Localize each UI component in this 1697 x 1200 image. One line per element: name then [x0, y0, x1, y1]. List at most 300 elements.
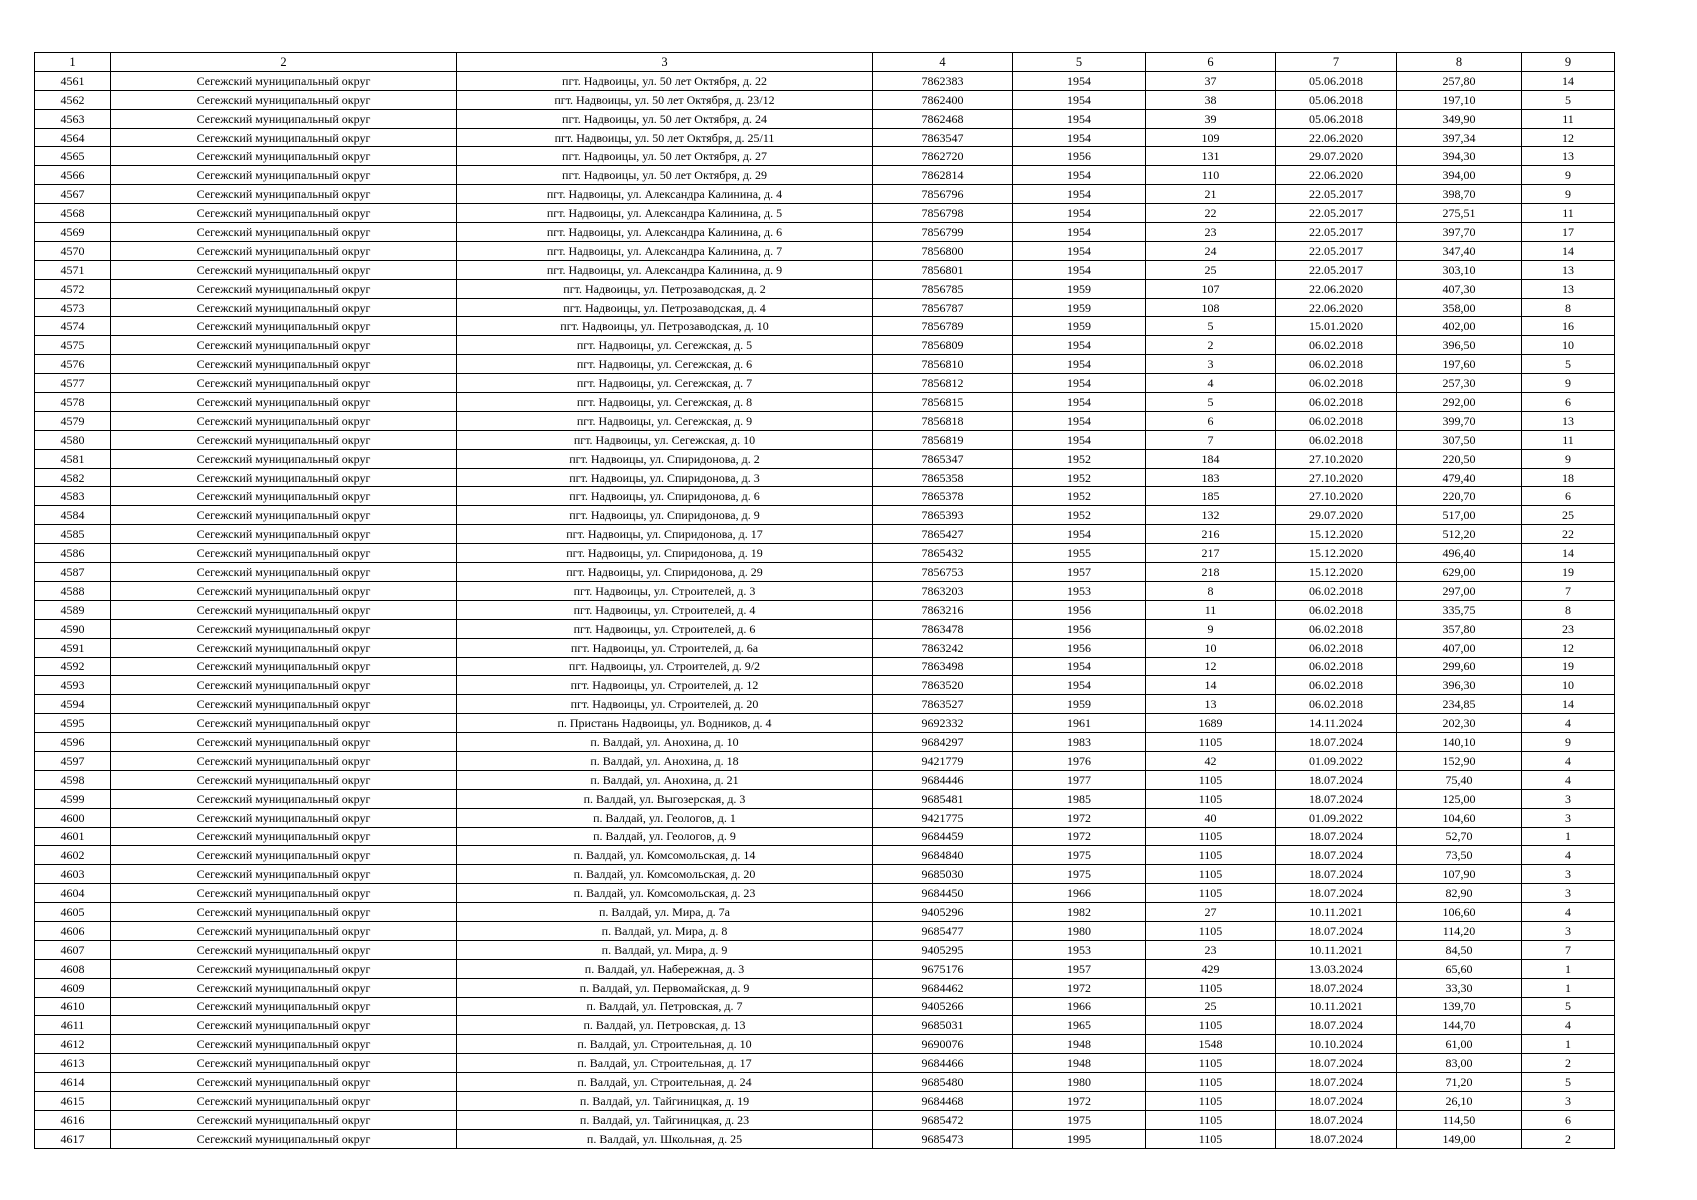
year-cell: 1954	[1013, 260, 1146, 279]
row-number-cell: 4581	[35, 449, 111, 468]
municipality-cell: Сегежский муниципальный округ	[111, 1129, 457, 1148]
date-cell: 22.05.2017	[1276, 260, 1397, 279]
municipality-cell: Сегежский муниципальный округ	[111, 298, 457, 317]
date-cell: 06.02.2018	[1276, 393, 1397, 412]
address-cell: п. Валдай, ул. Геологов, д. 9	[457, 827, 873, 846]
code-cell: 7862720	[873, 147, 1013, 166]
count-cell: 5	[1522, 1073, 1615, 1092]
doc-number-cell: 13	[1146, 695, 1276, 714]
table-row	[35, 109, 1615, 128]
count-cell: 6	[1522, 487, 1615, 506]
row-number-cell: 4567	[35, 185, 111, 204]
area-cell: 512,20	[1397, 525, 1522, 544]
address-cell: п. Валдай, ул. Анохина, д. 18	[457, 751, 873, 770]
year-cell: 1957	[1013, 563, 1146, 582]
table-row	[35, 808, 1615, 827]
code-cell: 9685480	[873, 1073, 1013, 1092]
municipality-cell: Сегежский муниципальный округ	[111, 827, 457, 846]
count-cell: 22	[1522, 525, 1615, 544]
table-row	[35, 1129, 1615, 1148]
area-cell: 397,34	[1397, 128, 1522, 147]
address-cell: пгт. Надвоицы, ул. Строителей, д. 6а	[457, 638, 873, 657]
doc-number-cell: 7	[1146, 430, 1276, 449]
table-row	[35, 487, 1615, 506]
address-cell: пгт. Надвоицы, ул. Петрозаводская, д. 4	[457, 298, 873, 317]
area-cell: 234,85	[1397, 695, 1522, 714]
address-cell: пгт. Надвоицы, ул. Сегежская, д. 10	[457, 430, 873, 449]
doc-number-cell: 37	[1146, 71, 1276, 90]
row-number-cell: 4613	[35, 1054, 111, 1073]
code-cell: 7865358	[873, 468, 1013, 487]
row-number-cell: 4603	[35, 865, 111, 884]
municipality-cell: Сегежский муниципальный округ	[111, 241, 457, 260]
table-body	[35, 71, 1615, 1148]
date-cell: 18.07.2024	[1276, 1129, 1397, 1148]
table-row	[35, 827, 1615, 846]
area-cell: 71,20	[1397, 1073, 1522, 1092]
year-cell: 1959	[1013, 298, 1146, 317]
municipality-cell: Сегежский муниципальный округ	[111, 903, 457, 922]
area-cell: 197,60	[1397, 355, 1522, 374]
year-cell: 1953	[1013, 581, 1146, 600]
doc-number-cell: 1105	[1146, 789, 1276, 808]
code-cell: 9684462	[873, 978, 1013, 997]
doc-number-cell: 218	[1146, 563, 1276, 582]
date-cell: 06.02.2018	[1276, 695, 1397, 714]
count-cell: 9	[1522, 185, 1615, 204]
doc-number-cell: 42	[1146, 751, 1276, 770]
date-cell: 06.02.2018	[1276, 355, 1397, 374]
code-cell: 7863242	[873, 638, 1013, 657]
row-number-cell: 4598	[35, 770, 111, 789]
date-cell: 06.02.2018	[1276, 374, 1397, 393]
row-number-cell: 4617	[35, 1129, 111, 1148]
table-row	[35, 374, 1615, 393]
year-cell: 1954	[1013, 676, 1146, 695]
address-cell: п. Валдай, ул. Тайгиницкая, д. 23	[457, 1110, 873, 1129]
doc-number-cell: 6	[1146, 411, 1276, 430]
year-cell: 1980	[1013, 921, 1146, 940]
area-cell: 394,00	[1397, 166, 1522, 185]
code-cell: 9692332	[873, 714, 1013, 733]
address-cell: п. Валдай, ул. Выгозерская, д. 3	[457, 789, 873, 808]
doc-number-cell: 38	[1146, 90, 1276, 109]
date-cell: 22.06.2020	[1276, 128, 1397, 147]
count-cell: 10	[1522, 336, 1615, 355]
area-cell: 394,30	[1397, 147, 1522, 166]
table-row	[35, 525, 1615, 544]
area-cell: 26,10	[1397, 1091, 1522, 1110]
code-cell: 9684468	[873, 1091, 1013, 1110]
address-cell: пгт. Надвоицы, ул. Александра Калинина, д. 5	[457, 204, 873, 223]
table-row	[35, 978, 1615, 997]
count-cell: 23	[1522, 619, 1615, 638]
date-cell: 10.10.2024	[1276, 1035, 1397, 1054]
count-cell: 2	[1522, 1054, 1615, 1073]
table-row	[35, 90, 1615, 109]
row-number-cell: 4572	[35, 279, 111, 298]
date-cell: 06.02.2018	[1276, 638, 1397, 657]
doc-number-cell: 1689	[1146, 714, 1276, 733]
table-row	[35, 770, 1615, 789]
row-number-cell: 4573	[35, 298, 111, 317]
code-cell: 7856801	[873, 260, 1013, 279]
address-cell: п. Валдай, ул. Петровская, д. 7	[457, 997, 873, 1016]
area-cell: 517,00	[1397, 506, 1522, 525]
year-cell: 1954	[1013, 374, 1146, 393]
code-cell: 7863527	[873, 695, 1013, 714]
housing-registry-table	[34, 52, 1615, 1149]
date-cell: 18.07.2024	[1276, 1016, 1397, 1035]
year-cell: 1957	[1013, 959, 1146, 978]
count-cell: 3	[1522, 789, 1615, 808]
code-cell: 9421775	[873, 808, 1013, 827]
row-number-cell: 4593	[35, 676, 111, 695]
count-cell: 11	[1522, 430, 1615, 449]
area-cell: 107,90	[1397, 865, 1522, 884]
code-cell: 9685481	[873, 789, 1013, 808]
table-row	[35, 544, 1615, 563]
count-cell: 3	[1522, 808, 1615, 827]
doc-number-cell: 110	[1146, 166, 1276, 185]
code-cell: 7856819	[873, 430, 1013, 449]
municipality-cell: Сегежский муниципальный округ	[111, 959, 457, 978]
code-cell: 9405295	[873, 940, 1013, 959]
doc-number-cell: 14	[1146, 676, 1276, 695]
date-cell: 15.12.2020	[1276, 525, 1397, 544]
date-cell: 18.07.2024	[1276, 1073, 1397, 1092]
year-cell: 1954	[1013, 430, 1146, 449]
year-cell: 1954	[1013, 109, 1146, 128]
year-cell: 1954	[1013, 90, 1146, 109]
row-number-cell: 4575	[35, 336, 111, 355]
address-cell: п. Валдай, ул. Петровская, д. 13	[457, 1016, 873, 1035]
area-cell: 496,40	[1397, 544, 1522, 563]
date-cell: 18.07.2024	[1276, 789, 1397, 808]
year-cell: 1954	[1013, 241, 1146, 260]
row-number-cell: 4571	[35, 260, 111, 279]
year-cell: 1954	[1013, 411, 1146, 430]
table-row	[35, 204, 1615, 223]
year-cell: 1954	[1013, 128, 1146, 147]
count-cell: 3	[1522, 921, 1615, 940]
year-cell: 1965	[1013, 1016, 1146, 1035]
municipality-cell: Сегежский муниципальный округ	[111, 619, 457, 638]
address-cell: пгт. Надвоицы, ул. Александра Калинина, д. 9	[457, 260, 873, 279]
date-cell: 15.12.2020	[1276, 563, 1397, 582]
table-row	[35, 71, 1615, 90]
table-row	[35, 393, 1615, 412]
address-cell: п. Валдай, ул. Анохина, д. 21	[457, 770, 873, 789]
municipality-cell: Сегежский муниципальный округ	[111, 978, 457, 997]
area-cell: 357,80	[1397, 619, 1522, 638]
count-cell: 13	[1522, 260, 1615, 279]
year-cell: 1948	[1013, 1054, 1146, 1073]
table-row	[35, 1073, 1615, 1092]
code-cell: 7865378	[873, 487, 1013, 506]
area-cell: 52,70	[1397, 827, 1522, 846]
table-row	[35, 147, 1615, 166]
row-number-cell: 4597	[35, 751, 111, 770]
date-cell: 22.05.2017	[1276, 241, 1397, 260]
area-cell: 396,30	[1397, 676, 1522, 695]
doc-number-cell: 23	[1146, 940, 1276, 959]
area-cell: 152,90	[1397, 751, 1522, 770]
date-cell: 06.02.2018	[1276, 581, 1397, 600]
count-cell: 11	[1522, 204, 1615, 223]
count-cell: 4	[1522, 770, 1615, 789]
row-number-cell: 4594	[35, 695, 111, 714]
date-cell: 22.06.2020	[1276, 298, 1397, 317]
municipality-cell: Сегежский муниципальный округ	[111, 128, 457, 147]
code-cell: 7865427	[873, 525, 1013, 544]
area-cell: 65,60	[1397, 959, 1522, 978]
doc-number-cell: 3	[1146, 355, 1276, 374]
table-row	[35, 751, 1615, 770]
row-number-cell: 4595	[35, 714, 111, 733]
row-number-cell: 4564	[35, 128, 111, 147]
count-cell: 1	[1522, 978, 1615, 997]
year-cell: 1995	[1013, 1129, 1146, 1148]
date-cell: 29.07.2020	[1276, 506, 1397, 525]
code-cell: 9685477	[873, 921, 1013, 940]
code-cell: 7856799	[873, 223, 1013, 242]
row-number-cell: 4568	[35, 204, 111, 223]
table-row	[35, 128, 1615, 147]
doc-number-cell: 24	[1146, 241, 1276, 260]
date-cell: 18.07.2024	[1276, 1110, 1397, 1129]
date-cell: 06.02.2018	[1276, 657, 1397, 676]
doc-number-cell: 429	[1146, 959, 1276, 978]
count-cell: 12	[1522, 638, 1615, 657]
municipality-cell: Сегежский муниципальный округ	[111, 1091, 457, 1110]
count-cell: 5	[1522, 355, 1615, 374]
municipality-cell: Сегежский муниципальный округ	[111, 789, 457, 808]
doc-number-cell: 12	[1146, 657, 1276, 676]
row-number-cell: 4608	[35, 959, 111, 978]
table-row	[35, 600, 1615, 619]
row-number-cell: 4607	[35, 940, 111, 959]
count-cell: 6	[1522, 393, 1615, 412]
address-cell: п. Валдай, ул. Мира, д. 8	[457, 921, 873, 940]
code-cell: 9684466	[873, 1054, 1013, 1073]
row-number-cell: 4583	[35, 487, 111, 506]
municipality-cell: Сегежский муниципальный округ	[111, 600, 457, 619]
row-number-cell: 4589	[35, 600, 111, 619]
date-cell: 15.01.2020	[1276, 317, 1397, 336]
address-cell: пгт. Надвоицы, ул. 50 лет Октября, д. 27	[457, 147, 873, 166]
table-row	[35, 921, 1615, 940]
municipality-cell: Сегежский муниципальный округ	[111, 997, 457, 1016]
count-cell: 1	[1522, 959, 1615, 978]
count-cell: 4	[1522, 903, 1615, 922]
code-cell: 9684297	[873, 733, 1013, 752]
address-cell: пгт. Надвоицы, ул. 50 лет Октября, д. 29	[457, 166, 873, 185]
code-cell: 7865393	[873, 506, 1013, 525]
row-number-cell: 4601	[35, 827, 111, 846]
year-cell: 1954	[1013, 204, 1146, 223]
date-cell: 15.12.2020	[1276, 544, 1397, 563]
municipality-cell: Сегежский муниципальный округ	[111, 355, 457, 374]
code-cell: 9684446	[873, 770, 1013, 789]
year-cell: 1982	[1013, 903, 1146, 922]
doc-number-cell: 1105	[1146, 865, 1276, 884]
municipality-cell: Сегежский муниципальный округ	[111, 563, 457, 582]
area-cell: 399,70	[1397, 411, 1522, 430]
row-number-cell: 4602	[35, 846, 111, 865]
table-row	[35, 430, 1615, 449]
count-cell: 9	[1522, 733, 1615, 752]
code-cell: 9684840	[873, 846, 1013, 865]
table-row	[35, 619, 1615, 638]
area-cell: 125,00	[1397, 789, 1522, 808]
doc-number-cell: 131	[1146, 147, 1276, 166]
code-cell: 9421779	[873, 751, 1013, 770]
date-cell: 06.02.2018	[1276, 411, 1397, 430]
column-header-9: 9	[1522, 53, 1615, 72]
municipality-cell: Сегежский муниципальный округ	[111, 166, 457, 185]
code-cell: 7856798	[873, 204, 1013, 223]
row-number-cell: 4582	[35, 468, 111, 487]
count-cell: 9	[1522, 449, 1615, 468]
address-cell: п. Валдай, ул. Комсомольская, д. 20	[457, 865, 873, 884]
area-cell: 629,00	[1397, 563, 1522, 582]
table-row	[35, 940, 1615, 959]
area-cell: 83,00	[1397, 1054, 1522, 1073]
table-row	[35, 317, 1615, 336]
municipality-cell: Сегежский муниципальный округ	[111, 487, 457, 506]
year-cell: 1954	[1013, 525, 1146, 544]
count-cell: 8	[1522, 298, 1615, 317]
date-cell: 27.10.2020	[1276, 449, 1397, 468]
row-number-cell: 4610	[35, 997, 111, 1016]
year-cell: 1966	[1013, 997, 1146, 1016]
count-cell: 1	[1522, 827, 1615, 846]
count-cell: 4	[1522, 1016, 1615, 1035]
count-cell: 3	[1522, 884, 1615, 903]
address-cell: п. Валдай, ул. Строительная, д. 17	[457, 1054, 873, 1073]
year-cell: 1952	[1013, 506, 1146, 525]
year-cell: 1956	[1013, 600, 1146, 619]
doc-number-cell: 1105	[1146, 1073, 1276, 1092]
doc-number-cell: 22	[1146, 204, 1276, 223]
table-row	[35, 884, 1615, 903]
column-header-5: 5	[1013, 53, 1146, 72]
municipality-cell: Сегежский муниципальный округ	[111, 525, 457, 544]
code-cell: 9405266	[873, 997, 1013, 1016]
doc-number-cell: 1105	[1146, 884, 1276, 903]
address-cell: п. Валдай, ул. Геологов, д. 1	[457, 808, 873, 827]
municipality-cell: Сегежский муниципальный округ	[111, 90, 457, 109]
year-cell: 1954	[1013, 166, 1146, 185]
area-cell: 140,10	[1397, 733, 1522, 752]
table-row	[35, 903, 1615, 922]
code-cell: 7856796	[873, 185, 1013, 204]
table-row	[35, 468, 1615, 487]
address-cell: п. Валдай, ул. Строительная, д. 24	[457, 1073, 873, 1092]
year-cell: 1952	[1013, 487, 1146, 506]
year-cell: 1959	[1013, 279, 1146, 298]
count-cell: 25	[1522, 506, 1615, 525]
municipality-cell: Сегежский муниципальный округ	[111, 884, 457, 903]
year-cell: 1985	[1013, 789, 1146, 808]
code-cell: 7863478	[873, 619, 1013, 638]
doc-number-cell: 184	[1146, 449, 1276, 468]
area-cell: 292,00	[1397, 393, 1522, 412]
count-cell: 13	[1522, 147, 1615, 166]
address-cell: пгт. Надвоицы, ул. Спиридонова, д. 29	[457, 563, 873, 582]
municipality-cell: Сегежский муниципальный округ	[111, 638, 457, 657]
table-row	[35, 1091, 1615, 1110]
doc-number-cell: 9	[1146, 619, 1276, 638]
address-cell: пгт. Надвоицы, ул. Строителей, д. 20	[457, 695, 873, 714]
code-cell: 7856810	[873, 355, 1013, 374]
date-cell: 18.07.2024	[1276, 770, 1397, 789]
year-cell: 1972	[1013, 808, 1146, 827]
municipality-cell: Сегежский муниципальный округ	[111, 1035, 457, 1054]
address-cell: пгт. Надвоицы, ул. Строителей, д. 9/2	[457, 657, 873, 676]
area-cell: 139,70	[1397, 997, 1522, 1016]
code-cell: 9690076	[873, 1035, 1013, 1054]
code-cell: 9685473	[873, 1129, 1013, 1148]
table-row	[35, 1054, 1615, 1073]
count-cell: 6	[1522, 1110, 1615, 1129]
row-number-cell: 4578	[35, 393, 111, 412]
doc-number-cell: 185	[1146, 487, 1276, 506]
count-cell: 9	[1522, 374, 1615, 393]
code-cell: 7856753	[873, 563, 1013, 582]
area-cell: 396,50	[1397, 336, 1522, 355]
column-header-2: 2	[111, 53, 457, 72]
municipality-cell: Сегежский муниципальный округ	[111, 279, 457, 298]
count-cell: 14	[1522, 71, 1615, 90]
doc-number-cell: 21	[1146, 185, 1276, 204]
doc-number-cell: 2	[1146, 336, 1276, 355]
address-cell: пгт. Надвоицы, ул. Спиридонова, д. 6	[457, 487, 873, 506]
code-cell: 7862383	[873, 71, 1013, 90]
row-number-cell: 4599	[35, 789, 111, 808]
area-cell: 106,60	[1397, 903, 1522, 922]
address-cell: п. Валдай, ул. Набережная, д. 3	[457, 959, 873, 978]
count-cell: 17	[1522, 223, 1615, 242]
area-cell: 144,70	[1397, 1016, 1522, 1035]
code-cell: 9675176	[873, 959, 1013, 978]
code-cell: 7862814	[873, 166, 1013, 185]
code-cell: 7856787	[873, 298, 1013, 317]
doc-number-cell: 27	[1146, 903, 1276, 922]
table-row	[35, 298, 1615, 317]
address-cell: пгт. Надвоицы, ул. Спиридонова, д. 17	[457, 525, 873, 544]
address-cell: п. Валдай, ул. Мира, д. 9	[457, 940, 873, 959]
municipality-cell: Сегежский муниципальный округ	[111, 581, 457, 600]
date-cell: 10.11.2021	[1276, 940, 1397, 959]
table-row	[35, 846, 1615, 865]
row-number-cell: 4616	[35, 1110, 111, 1129]
area-cell: 257,80	[1397, 71, 1522, 90]
municipality-cell: Сегежский муниципальный округ	[111, 317, 457, 336]
doc-number-cell: 1105	[1146, 1091, 1276, 1110]
doc-number-cell: 1105	[1146, 1016, 1276, 1035]
area-cell: 303,10	[1397, 260, 1522, 279]
date-cell: 18.07.2024	[1276, 865, 1397, 884]
year-cell: 1956	[1013, 147, 1146, 166]
count-cell: 10	[1522, 676, 1615, 695]
year-cell: 1961	[1013, 714, 1146, 733]
count-cell: 14	[1522, 241, 1615, 260]
year-cell: 1954	[1013, 185, 1146, 204]
municipality-cell: Сегежский муниципальный округ	[111, 393, 457, 412]
year-cell: 1966	[1013, 884, 1146, 903]
